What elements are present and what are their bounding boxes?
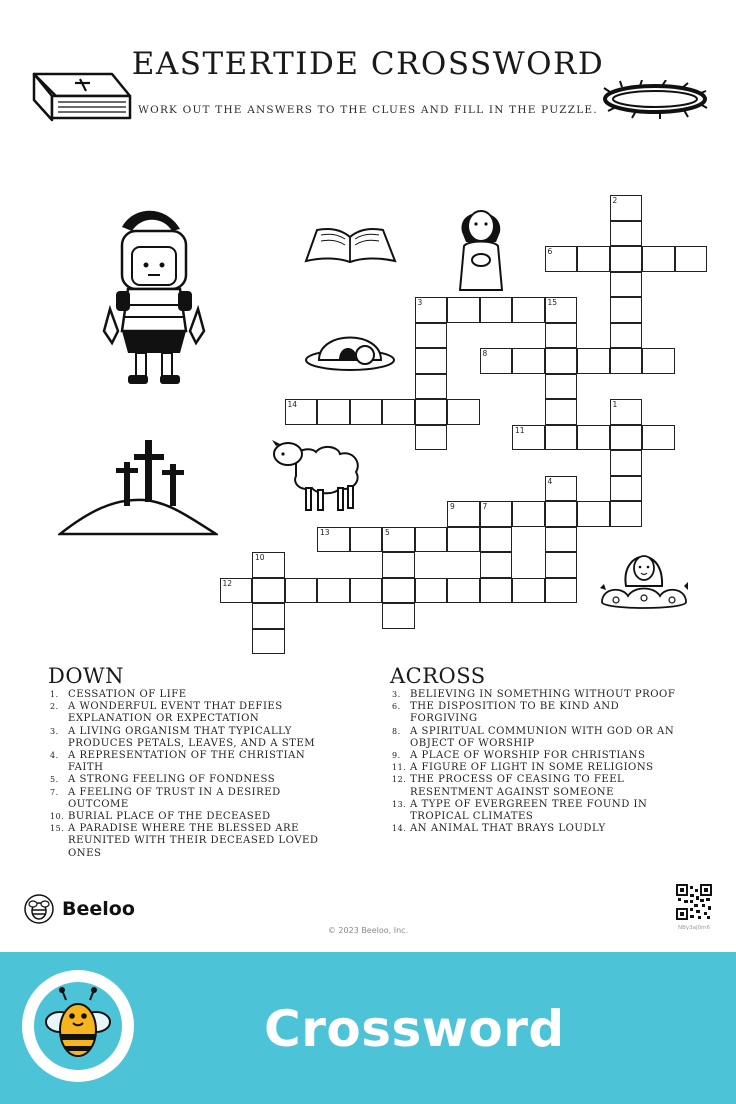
crossword-cell[interactable]	[252, 603, 285, 629]
cell-number: 11	[515, 425, 525, 435]
crossword-cell[interactable]	[610, 501, 643, 527]
page-title: EASTERTIDE CROSSWORD	[131, 46, 605, 82]
cell-number: 7	[482, 502, 488, 511]
crossword-cell[interactable]	[382, 399, 415, 425]
across-clue	[392, 799, 682, 823]
crossword-cell[interactable]	[382, 578, 415, 604]
crossword-cell[interactable]	[545, 476, 578, 502]
cell-number: 14	[287, 400, 298, 409]
down-clue	[50, 750, 340, 774]
crossword-cell[interactable]	[447, 399, 480, 425]
crossword-cell[interactable]	[545, 527, 578, 553]
clue-text: A LIVING ORGANISM THAT TYPICALLY PRODUCES PETALS, LEAVES, AND A STEM	[68, 725, 316, 749]
crossword-cell[interactable]	[545, 578, 578, 604]
crossword-cell[interactable]	[642, 425, 675, 451]
down-clue	[50, 774, 340, 786]
crossword-cell[interactable]	[480, 552, 513, 578]
clue-text: CESSATION OF LIFE	[68, 689, 187, 700]
crossword-cell[interactable]	[545, 246, 578, 272]
down-clue-list	[50, 689, 340, 860]
crossword-cell[interactable]	[642, 348, 675, 374]
crossword-cell[interactable]	[610, 425, 643, 451]
clue-number: 2.	[50, 702, 59, 712]
crossword-cell[interactable]	[382, 527, 415, 553]
cell-number: 5	[385, 527, 390, 537]
crossword-cell[interactable]	[415, 527, 448, 553]
across-clue	[392, 762, 682, 774]
crossword-cell[interactable]	[610, 272, 643, 298]
crossword-cell[interactable]	[252, 552, 285, 578]
crossword-cell[interactable]	[512, 297, 545, 323]
instructions: WORK OUT THE ANSWERS TO THE CLUES AND FILL IN THE PUZZLE.	[138, 104, 598, 116]
open-book-icon	[303, 225, 398, 265]
across-heading: ACROSS	[390, 664, 486, 688]
crossword-cell[interactable]	[545, 374, 578, 400]
bee-mascot-icon	[34, 982, 122, 1070]
crossword-cell[interactable]	[675, 246, 708, 272]
crossword-cell[interactable]	[545, 348, 578, 374]
clue-number: 9.	[392, 751, 401, 761]
down-clue	[50, 726, 340, 750]
clue-text: BURIAL PLACE OF THE DECEASED	[68, 811, 271, 823]
crossword-cell[interactable]	[317, 399, 350, 425]
clue-number: 7.	[50, 787, 59, 797]
across-clue	[392, 726, 682, 750]
cell-number: 3	[417, 298, 423, 307]
cell-number: 1	[612, 400, 618, 409]
crossword-cell[interactable]	[415, 297, 448, 323]
cell-number: 13	[320, 527, 330, 537]
crossword-cell[interactable]	[480, 578, 513, 604]
crossword-cell[interactable]	[415, 399, 448, 425]
crossword-cell[interactable]	[350, 578, 383, 604]
clue-number: 11.	[392, 763, 407, 773]
crossword-cell[interactable]	[447, 501, 480, 527]
banner-label: Crossword	[264, 1000, 565, 1058]
across-clue	[392, 701, 682, 725]
crossword-cell[interactable]	[545, 552, 578, 578]
down-heading: DOWN	[48, 664, 125, 688]
crossword-cell[interactable]	[480, 297, 513, 323]
calvary-crosses-icon	[58, 438, 218, 538]
crossword-cell[interactable]	[577, 246, 610, 272]
crossword-cell[interactable]	[252, 629, 285, 655]
cell-number: 4	[547, 476, 553, 486]
clue-text: BELIEVING IN SOMETHING WITHOUT PROOF	[410, 689, 676, 700]
crown-of-thorns-icon	[600, 80, 710, 120]
lamb-icon	[270, 432, 365, 514]
crossword-cell[interactable]	[415, 374, 448, 400]
crossword-cell[interactable]	[577, 425, 610, 451]
brand-name: Beeloo	[62, 898, 135, 920]
down-clue	[50, 787, 340, 811]
crossword-cell[interactable]	[610, 450, 643, 476]
clue-text: AN ANIMAL THAT BRAYS LOUDLY	[410, 823, 606, 835]
clue-text: A PLACE OF WORSHIP FOR CHRISTIANS	[410, 750, 646, 762]
cell-number: 6	[547, 247, 553, 256]
crossword-cell[interactable]	[512, 425, 545, 451]
crossword-cell[interactable]	[512, 348, 545, 374]
crossword-cell[interactable]	[447, 527, 480, 553]
clue-number: 6.	[392, 702, 401, 712]
clue-text: A REPRESENTATION OF THE CHRISTIAN FAITH	[68, 750, 306, 774]
crossword-cell[interactable]	[350, 399, 383, 425]
clue-number: 1.	[50, 690, 59, 699]
across-clue	[392, 750, 682, 762]
clue-number: 4.	[50, 751, 59, 761]
crossword-cell[interactable]	[220, 578, 253, 604]
crossword-cell[interactable]	[610, 348, 643, 374]
crossword-cell[interactable]	[447, 297, 480, 323]
clue-number: 3.	[50, 726, 59, 736]
crossword-cell[interactable]	[285, 399, 318, 425]
roman-soldier-icon	[100, 205, 210, 390]
crossword-cell[interactable]	[545, 425, 578, 451]
clue-number: 8.	[392, 726, 401, 736]
clue-text: A FEELING OF TRUST IN A DESIRED OUTCOME	[68, 786, 281, 810]
brand-logo	[24, 894, 135, 924]
clue-text: THE DISPOSITION TO BE KIND AND FORGIVING	[410, 701, 620, 725]
crossword-cell[interactable]	[480, 527, 513, 553]
clue-text: A STRONG FEELING OF FONDNESS	[68, 774, 276, 786]
clue-number: 15.	[50, 824, 65, 834]
down-clue	[50, 823, 340, 860]
down-clue	[50, 689, 340, 701]
copyright: © 2023 Beeloo, Inc.	[327, 926, 409, 935]
crossword-cell[interactable]	[415, 425, 448, 451]
crossword-cell[interactable]	[610, 246, 643, 272]
qr-caption: NBy3aJ0m6	[678, 925, 710, 931]
jesus-figure-icon	[452, 198, 510, 293]
crossword-cell[interactable]	[382, 552, 415, 578]
closed-bible-icon	[30, 70, 134, 122]
crossword-cell[interactable]	[512, 578, 545, 604]
bee-logo-icon	[24, 894, 54, 924]
mary-figure-icon	[598, 540, 690, 612]
crossword-cell[interactable]	[415, 578, 448, 604]
crossword-cell[interactable]	[610, 195, 643, 221]
crossword-cell[interactable]	[545, 501, 578, 527]
crossword-cell[interactable]	[350, 527, 383, 553]
crossword-cell[interactable]	[317, 527, 350, 553]
crossword-cell[interactable]	[610, 476, 643, 502]
clue-number: 3.	[392, 690, 401, 699]
crossword-cell[interactable]	[610, 323, 643, 349]
across-clue-list	[392, 689, 682, 835]
cell-number: 9	[450, 502, 455, 511]
crossword-cell[interactable]	[642, 246, 675, 272]
clue-text: A FIGURE OF LIGHT IN SOME RELIGIONS	[410, 762, 654, 774]
across-clue	[392, 689, 682, 701]
crossword-cell[interactable]	[317, 578, 350, 604]
clue-text: A SPIRITUAL COMMUNION WITH GOD OR AN OBJECT OF WORSHIP	[410, 725, 675, 749]
crossword-cell[interactable]	[545, 323, 578, 349]
clue-text: A WONDERFUL EVENT THAT DEFIES EXPLANATION OR EXPECTATION	[68, 701, 283, 725]
crossword-cell[interactable]	[252, 578, 285, 604]
clue-text: A PARADISE WHERE THE BLESSED ARE REUNITED WITH THEIR DECEASED LOVED ONES	[68, 823, 319, 859]
clue-text: A TYPE OF EVERGREEN TREE FOUND IN TROPICAL CLIMATES	[410, 798, 648, 823]
crossword-cell[interactable]	[610, 399, 643, 425]
across-clue	[392, 774, 682, 798]
crossword-cell[interactable]	[480, 348, 513, 374]
crossword-cell[interactable]	[512, 501, 545, 527]
down-clue	[50, 701, 340, 725]
cell-number: 2	[612, 196, 618, 205]
crossword-cell[interactable]	[447, 578, 480, 604]
cell-number: 12	[222, 578, 233, 588]
cell-number: 10	[255, 553, 265, 562]
crossword-cell[interactable]	[382, 603, 415, 629]
crossword-cell[interactable]	[545, 297, 578, 323]
down-clue	[50, 811, 340, 823]
clue-number: 12.	[392, 775, 407, 785]
qr-code-icon	[676, 884, 712, 920]
crossword-cell[interactable]	[415, 323, 448, 349]
cell-number: 15	[547, 298, 558, 307]
crossword-cell[interactable]	[285, 578, 318, 604]
crossword-cell[interactable]	[577, 501, 610, 527]
crossword-cell[interactable]	[577, 348, 610, 374]
cell-number: 8	[482, 349, 488, 358]
clue-number: 14.	[392, 824, 407, 834]
clue-number: 13.	[392, 799, 407, 809]
across-clue	[392, 823, 682, 835]
clue-number: 10.	[50, 812, 65, 822]
empty-tomb-icon	[303, 322, 398, 372]
crossword-cell[interactable]	[545, 399, 578, 425]
clue-text: THE PROCESS OF CEASING TO FEEL RESENTMENT AGAINST SOMEONE	[410, 774, 625, 798]
crossword-cell[interactable]	[610, 297, 643, 323]
crossword-cell[interactable]	[415, 348, 448, 374]
clue-number: 5.	[50, 775, 59, 785]
crossword-cell[interactable]	[610, 221, 643, 247]
crossword-cell[interactable]	[480, 501, 513, 527]
